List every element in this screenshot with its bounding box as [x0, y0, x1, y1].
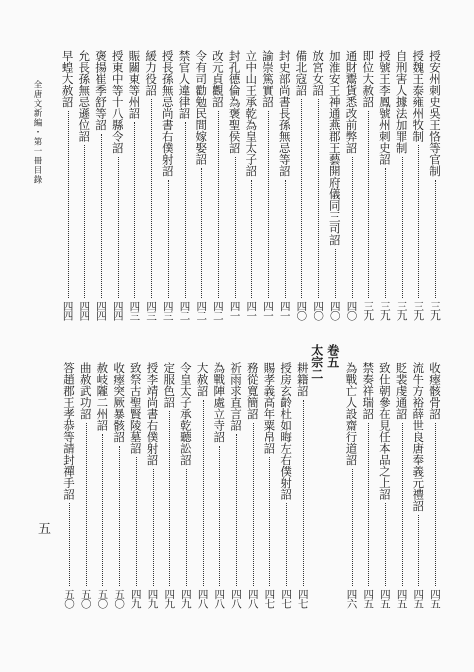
entry-page: 四三 [161, 301, 174, 320]
toc-entry[interactable] [378, 362, 392, 608]
entry-page: 四五 [429, 589, 441, 608]
entry-page: 四二 [211, 301, 224, 320]
entry-title: 收瘞骸骨詔 [428, 362, 442, 420]
entry-title: 為戰陣處立寺詔 [212, 362, 227, 443]
entry-page: 三九 [362, 301, 375, 320]
dot-leader [385, 503, 386, 586]
entry-page: 四五 [412, 589, 425, 608]
entry-page: 四〇 [328, 301, 341, 320]
dot-leader [169, 411, 170, 586]
entry-title: 放宮女詔 [311, 50, 326, 96]
entry-page: 四二 [195, 301, 208, 320]
toc-entry[interactable] [411, 362, 425, 608]
entry-title: 為戰亡人設齋行道詔 [344, 362, 359, 466]
dot-leader [185, 122, 186, 298]
toc-entry[interactable] [246, 362, 260, 608]
entry-title: 褒揚崔季舒等詔 [94, 50, 108, 131]
entry-page: 四七 [296, 589, 309, 608]
entry-page: 四四 [111, 301, 124, 320]
entry-title: 大赦詔 [195, 362, 210, 397]
dot-leader [303, 400, 304, 587]
entry-title: 耕籍詔 [295, 362, 310, 397]
dot-leader [151, 99, 152, 298]
dot-leader [68, 111, 69, 299]
toc-entry[interactable] [161, 50, 175, 320]
entry-title: 加淮安王神通燕郡王藝開府儀同三司詔 [327, 50, 342, 246]
dot-leader [285, 180, 286, 299]
entry-title: 授魏王泰雍州牧制 [411, 50, 426, 142]
section-heading: 卷五 [325, 344, 340, 368]
toc-entry[interactable] [212, 362, 226, 608]
dot-leader [236, 434, 237, 586]
toc-entry[interactable] [361, 50, 375, 320]
dot-leader [101, 134, 102, 299]
toc-entry[interactable] [95, 362, 109, 608]
dot-leader [201, 168, 202, 298]
entry-title: 授東中等十八縣令詔 [110, 50, 125, 154]
entry-title: 務從寬簡詔 [245, 362, 260, 420]
entry-title: 通財鬻貨悉改前弊詔 [344, 50, 359, 154]
toc-entry[interactable] [62, 362, 76, 608]
entry-title: 早蝗大赦詔 [60, 50, 75, 108]
toc-entry[interactable] [296, 362, 310, 608]
entry-page: 四一 [228, 301, 241, 320]
entry-title: 封史部尚書長孫無忌等詔 [277, 50, 292, 177]
toc-entry[interactable] [211, 50, 225, 320]
entry-title: 授長孫無忌尚書右僕射詔 [160, 50, 175, 177]
entry-page: 四四 [95, 301, 107, 320]
toc-entry[interactable] [61, 50, 75, 320]
entry-title: 諭崇篤實詔 [261, 50, 275, 108]
toc-entry[interactable] [77, 50, 91, 320]
entry-title: 即位大赦詔 [361, 50, 376, 108]
entry-title: 改元貞觀詔 [210, 50, 225, 108]
toc-entry[interactable] [228, 50, 242, 320]
dot-leader [235, 157, 236, 299]
entry-page: 四七 [280, 589, 293, 608]
entry-title: 流牛方裕薛世良唐奉義元禮詔 [411, 362, 426, 512]
dot-leader [219, 446, 220, 587]
toc-entry[interactable] [178, 50, 192, 320]
entry-page: 五〇 [113, 589, 126, 608]
dot-leader [186, 469, 187, 587]
dot-leader [385, 168, 386, 298]
dot-leader [203, 400, 204, 587]
entry-title: 授安州刺史吳王恪等官制 [428, 50, 442, 177]
entry-page: 四一 [245, 301, 258, 320]
dot-leader [368, 111, 369, 299]
dot-leader [418, 515, 419, 587]
entry-page: 四五 [362, 589, 375, 608]
entry-page: 五〇 [63, 589, 75, 608]
running-header: 全唐文新編・第一冊目錄 [32, 80, 42, 185]
entry-page: 四九 [179, 589, 192, 608]
entry-page: 四一 [278, 301, 291, 320]
entry-page: 四〇 [295, 301, 308, 320]
toc-entry[interactable] [278, 50, 292, 320]
toc-entry[interactable] [112, 362, 126, 608]
toc-entry[interactable] [129, 362, 143, 608]
toc-entry[interactable] [378, 50, 392, 320]
toc-entry[interactable] [194, 50, 208, 320]
toc-entry[interactable] [146, 362, 160, 608]
entry-title: 收瘞突厥暴骸詔 [112, 362, 127, 443]
toc-entry[interactable] [261, 50, 275, 320]
entry-page: 四八 [246, 589, 259, 608]
entry-page: 四五 [378, 589, 391, 608]
dot-leader [435, 180, 436, 299]
dot-leader [218, 111, 219, 299]
entry-page: 四三 [128, 301, 141, 320]
entry-page: 四四 [61, 301, 74, 320]
entry-title: 貶裴虔通詔 [394, 362, 409, 420]
toc-entry[interactable] [345, 50, 359, 320]
entry-page: 四七 [263, 589, 276, 608]
toc-entry[interactable] [279, 362, 293, 608]
entry-title: 祈雨求直言詔 [229, 362, 243, 431]
toc-entry[interactable] [111, 50, 125, 320]
entry-page: 三九 [378, 301, 391, 320]
entry-title: 授房玄齡杜如晦左右僕射詔 [279, 362, 294, 500]
toc-entry[interactable] [395, 362, 409, 608]
entry-page: 四〇 [345, 301, 358, 320]
dot-leader [418, 145, 419, 298]
entry-title: 授號王李鳳號州刺史詔 [377, 50, 392, 165]
dot-leader [153, 469, 154, 587]
entry-page: 五〇 [79, 589, 92, 608]
dot-leader [352, 157, 353, 299]
toc-entry[interactable] [361, 362, 375, 608]
entry-title: 允長孫無忌遜位詔 [77, 50, 92, 142]
toc-entry[interactable] [294, 50, 308, 320]
entry-title: 封孔德倫為褒聖侯詔 [227, 50, 242, 154]
toc-entry[interactable] [328, 50, 342, 320]
dot-leader [136, 457, 137, 586]
toc-entry[interactable] [262, 362, 276, 608]
toc-entry[interactable] [196, 362, 210, 608]
entry-page: 四三 [145, 301, 158, 320]
entry-page: 四九 [146, 589, 159, 608]
entry-title: 致仕朝參在見任本品之上詔 [377, 362, 392, 500]
dot-leader [402, 423, 403, 587]
entry-title: 緩力役詔 [144, 50, 159, 96]
toc-entry[interactable] [94, 50, 108, 320]
section-heading: 太宗二 [309, 344, 324, 380]
entry-title: 致祭古聖賢陵墓詔 [128, 362, 143, 454]
dot-leader [269, 457, 270, 586]
entry-title: 立中山王承乾為皇太子詔 [244, 50, 259, 177]
toc-entry[interactable] [311, 50, 325, 320]
dot-leader [251, 180, 252, 299]
dot-leader [268, 111, 269, 299]
toc-entry[interactable] [179, 362, 193, 608]
dot-leader [84, 145, 85, 298]
toc-entry[interactable] [428, 50, 442, 320]
dot-leader [69, 503, 70, 586]
dot-leader [286, 503, 287, 586]
entry-title: 授李靖尚書右僕射詔 [145, 362, 160, 466]
toc-entry[interactable] [428, 362, 442, 608]
entry-page: 四八 [230, 589, 242, 608]
dot-leader [352, 469, 353, 587]
entry-page: 三九 [395, 301, 408, 320]
entry-title: 賑關東等州詔 [127, 50, 142, 119]
dot-leader [102, 434, 103, 586]
entry-page: 四〇 [312, 301, 325, 320]
entry-page: 四九 [129, 589, 142, 608]
entry-page: 四八 [213, 589, 226, 608]
toc-entry[interactable] [229, 362, 243, 608]
dot-leader [119, 446, 120, 587]
dot-leader [118, 157, 119, 299]
entry-page: 五〇 [96, 589, 109, 608]
entry-title: 定服色詔 [162, 362, 177, 408]
entry-page: 四五 [395, 589, 408, 608]
entry-title: 令皇太子承乾聽訟詔 [178, 362, 193, 466]
dot-leader [168, 180, 169, 299]
dot-leader [435, 423, 436, 587]
toc-entry[interactable] [244, 50, 258, 320]
entry-title: 備北寇詔 [294, 50, 309, 96]
entry-page: 三九 [412, 301, 425, 320]
toc-entry[interactable] [127, 50, 141, 320]
dot-leader [253, 423, 254, 587]
entry-page: 四八 [196, 589, 209, 608]
entry-title: 答趙郡王孝恭等請封禪手詔 [62, 362, 76, 500]
entry-title: 曲赦武功詔 [78, 362, 93, 420]
dot-leader [301, 99, 302, 298]
dot-leader [318, 99, 319, 298]
toc-entry[interactable] [144, 50, 158, 320]
dot-leader [368, 423, 369, 587]
dot-leader [134, 122, 135, 298]
entry-title: 自刑害人據法加罪制 [394, 50, 409, 154]
entry-title: 賜孝義高年粟帛詔 [262, 362, 277, 454]
toc-entry[interactable] [395, 50, 409, 320]
entry-page: 四六 [345, 589, 358, 608]
entry-title: 禁奏祥瑞詔 [361, 362, 376, 420]
dot-leader [402, 157, 403, 299]
entry-title: 赦岐隴二州詔 [95, 362, 110, 431]
entry-title: 禁官人違律詔 [177, 50, 192, 119]
entry-page: 四一 [262, 301, 274, 320]
toc-entry[interactable] [345, 362, 359, 608]
toc-entry[interactable] [79, 362, 93, 608]
entry-page: 三九 [429, 301, 441, 320]
entry-title: 令有司勸勉民間嫁娶詔 [194, 50, 209, 165]
toc-entry[interactable] [411, 50, 425, 320]
page-number: 五 [38, 522, 52, 537]
entry-page: 四二 [178, 301, 191, 320]
toc-entry[interactable] [162, 362, 176, 608]
entry-page: 四九 [163, 589, 176, 608]
dot-leader [335, 249, 336, 299]
entry-page: 四四 [78, 301, 91, 320]
dot-leader [86, 423, 87, 587]
